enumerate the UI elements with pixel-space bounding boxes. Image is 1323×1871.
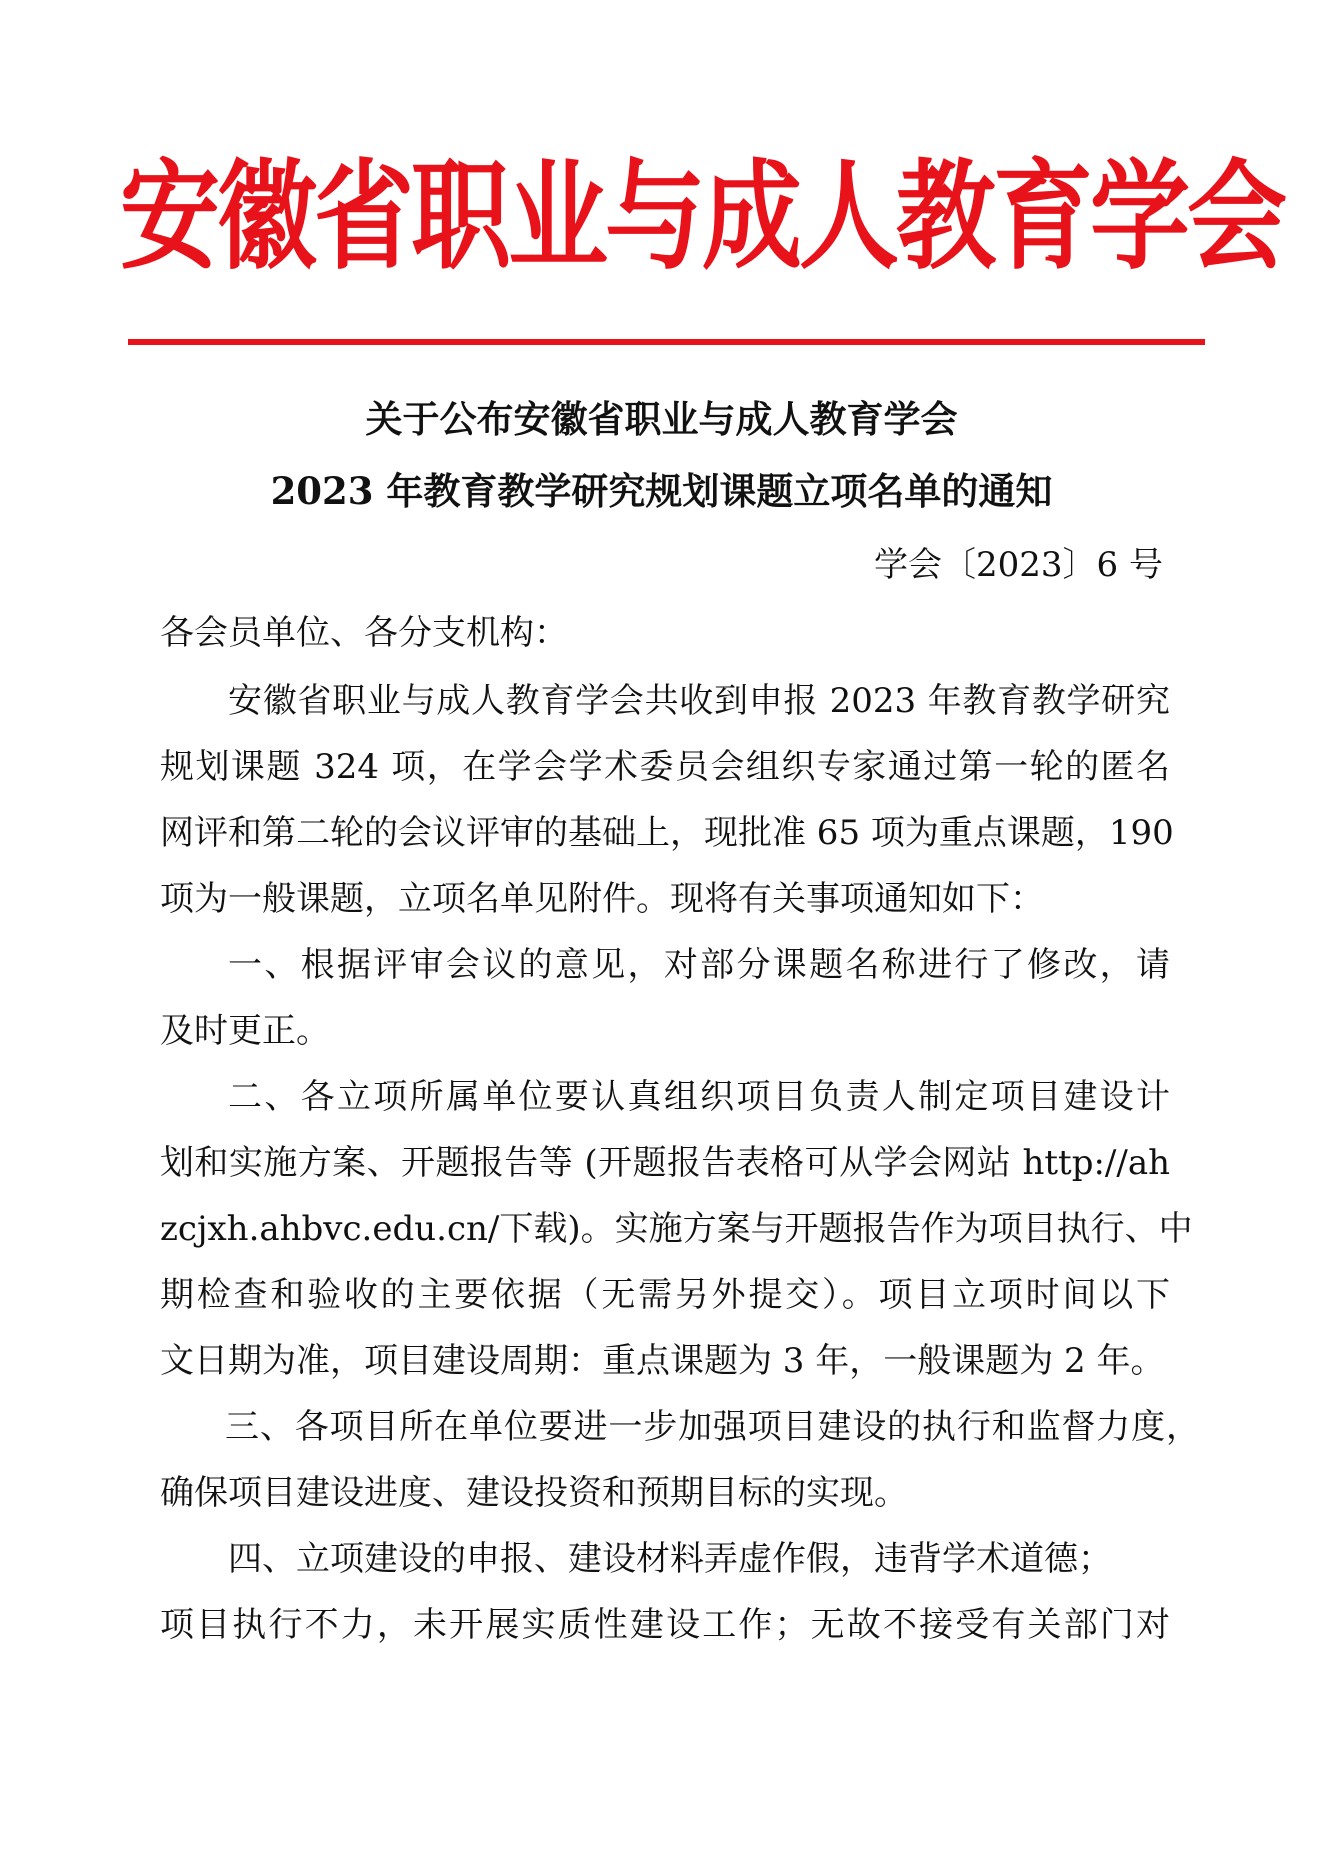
body-line: zcjxh.ahbvc.edu.cn/下载)。实施方案与开题报告作为项目执行、中 — [160, 1209, 1193, 1249]
body-line: 二、各立项所属单位要认真组织项目负责人制定项目建设计 — [228, 1077, 1170, 1117]
notice-title-line-2: 2023 年教育教学研究规划课题立项名单的通知 — [270, 469, 1053, 513]
body-line: 一、根据评审会议的意见，对部分课题名称进行了修改，请 — [228, 945, 1170, 985]
body-line: 及时更正。 — [160, 1011, 330, 1051]
notice-title-line-1: 关于公布安徽省职业与成人教育学会 — [365, 397, 958, 441]
masthead-red-rule — [128, 339, 1205, 345]
body-line: 安徽省职业与成人教育学会共收到申报 2023 年教育教学研究 — [228, 681, 1170, 721]
body-line: 文日期为准，项目建设周期：重点课题为 3 年，一般课题为 2 年。 — [160, 1341, 1165, 1381]
body-line: 四、立项建设的申报、建设材料弄虚作假，违背学术道德； — [228, 1539, 1112, 1579]
body-line: 项目执行不力，未开展实质性建设工作；无故不接受有关部门对 — [160, 1605, 1170, 1645]
document-number: 学会〔2023〕6 号 — [874, 545, 1163, 585]
salutation: 各会员单位、各分支机构： — [160, 613, 568, 653]
body-line: 三、各项目所在单位要进一步加强项目建设的执行和监督力度， — [225, 1407, 1200, 1447]
masthead-org-name: 安徽省职业与成人教育学会 — [120, 148, 1284, 287]
body-line: 规划课题 324 项，在学会学术委员会组织专家通过第一轮的匿名 — [160, 747, 1170, 787]
body-line: 项为一般课题，立项名单见附件。现将有关事项通知如下： — [160, 879, 1044, 919]
body-line: 确保项目建设进度、建设投资和预期目标的实现。 — [160, 1473, 908, 1513]
body-line: 期检查和验收的主要依据（无需另外提交）。项目立项时间以下 — [160, 1275, 1170, 1315]
body-line: 网评和第二轮的会议评审的基础上，现批准 65 项为重点课题，190 — [160, 813, 1174, 853]
body-line: 划和实施方案、开题报告等 (开题报告表格可从学会网站 http://ah — [160, 1143, 1170, 1183]
